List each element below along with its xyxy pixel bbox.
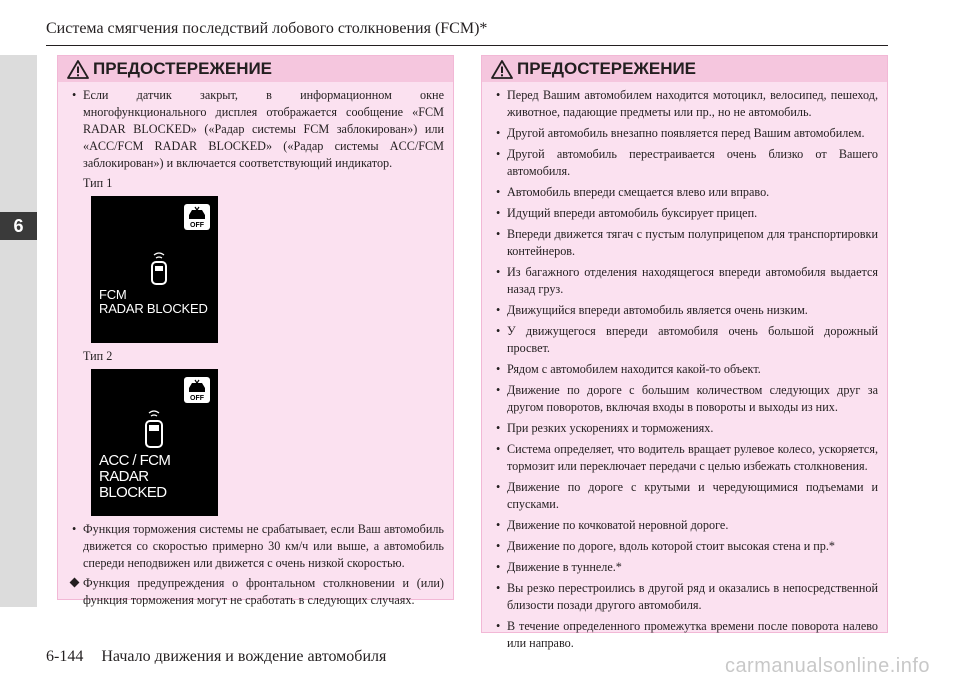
page-footer (46, 648, 386, 666)
list-item: • Из багажного отделения находящегося впереди автомобиля выдается назад груз. (496, 265, 878, 296)
type1-label: Тип 1 (83, 176, 113, 190)
item-text: У движущегося впереди автомобиля очень большой дорожный просвет. (507, 324, 878, 355)
diamond-bullet-icon (70, 578, 80, 588)
list-item: • Автомобиль впереди смещается влево или вправо. (496, 185, 770, 199)
list-item: • Движущийся впереди автомобиль является очень низким. (496, 303, 808, 317)
warning-box-left (57, 55, 454, 607)
list-item: • Функция торможения системы не срабатывает, если Ваш автомобиль движется со скоростью примерно 30 км/ч или выше, а автомобиль спереди неподвижен или движется с очень низкой скоростью. (72, 522, 444, 570)
screen-text-line1: ACC / FCM (99, 452, 171, 469)
warning-heading-right (482, 56, 887, 82)
list-item: • Впереди движется тягач с пустым полуприцепом для транспортировки контейнеров. (496, 227, 878, 258)
list-item: • Вы резко перестроились в другой ряд и оказались в непосредственной близости позади другого автомобиля. (496, 581, 878, 612)
off-label: OFF (190, 222, 204, 229)
item-text: Функция торможения системы не срабатывает, если Ваш автомобиль движется со скоростью примерно 30 км/ч или выше, а автомобиль спереди неподвижен или движется с очень низкой скоростью. (83, 522, 444, 570)
page-header-title: Система смягчения последствий лобового столкновения (FCM)* (46, 20, 488, 37)
warning-triangle-icon (67, 60, 89, 79)
chapter-number: 6 (0, 212, 37, 240)
type2-label: Тип 2 (83, 349, 113, 363)
warning-box-right (481, 55, 888, 650)
item-text: Движение по кочковатой неровной дороге. (507, 518, 729, 532)
item-text: Из багажного отделения находящегося впереди автомобиля выдается назад груз. (507, 265, 878, 296)
list-item: • Движение по кочковатой неровной дороге. (496, 518, 729, 532)
list-item: • Движение по дороге, вдоль которой стоит высокая стена и пр.* (496, 539, 836, 553)
chapter-side-tab (0, 55, 37, 607)
list-item: • Движение по дороге с крутыми и чередующимися подъемами и спусками. (496, 480, 878, 511)
car-radar-icon (146, 251, 172, 287)
list-item: • Система определяет, что водитель вращает рулевое колесо, ускоряется, тормозит или переключает передачи с целью избежать столкновения. (496, 442, 878, 473)
item-text: Движущийся впереди автомобиль является очень низким. (507, 303, 808, 317)
watermark: carmanualsonline.info (724, 655, 930, 677)
screen-text-line2: RADAR BLOCKED (99, 468, 167, 501)
item-text: Перед Вашим автомобилем находится мотоцикл, велосипед, пешеход, животное, падающие предметы или пр., но не автомобиль. (507, 88, 878, 119)
item-text: Другой автомобиль перестраивается очень близко от Вашего автомобиля. (507, 147, 878, 178)
warning-heading-text: ПРЕДОСТЕРЕЖЕНИЕ (93, 59, 273, 78)
list-item: • Движение в туннеле.* (496, 560, 622, 574)
list-item: • Перед Вашим автомобилем находится мотоцикл, велосипед, пешеход, животное, падающие предметы или пр., но не автомобиль. (496, 88, 878, 119)
car-radar-icon (141, 409, 167, 451)
display-screen-type2 (91, 369, 218, 516)
warning-heading-left (58, 56, 453, 82)
item-text: Впереди движется тягач с пустым полуприцепом для транспортировки контейнеров. (507, 227, 878, 258)
item-text: В течение определенного промежутка времени после поворота налево или направо. (507, 619, 878, 650)
warning-triangle-icon (491, 60, 513, 79)
list-item: • При резких ускорениях и торможениях. (496, 421, 714, 435)
list-item: • В течение определенного промежутка времени после поворота налево или направо. (496, 619, 878, 650)
item-text: Если датчик закрыт, в информационном окне многофункционального дисплея отображается сообщение «FCM RADAR BLOCKED» («Радар системы FCM заблокирован») или «ACC/FCM RADAR BLOCKED» («Радар системы ACC/FCM заблокирован») и включается соответствующий индикатор. (83, 88, 444, 170)
item-text: При резких ускорениях и торможениях. (507, 421, 714, 435)
screen-text-line2: RADAR BLOCKED (99, 301, 208, 316)
item-text: Вы резко перестроились в другой ряд и оказались в непосредственной близости позади другого автомобиля. (507, 581, 878, 612)
item-text: Идущий впереди автомобиль буксирует прицеп. (507, 206, 758, 220)
list-item (71, 575, 444, 609)
list-item: • Рядом с автомобилем находится какой-то объект. (496, 362, 761, 376)
list-item: • Другой автомобиль внезапно появляется перед Вашим автомобилем. (496, 126, 865, 140)
list-item: • Движение по дороге с большим количеством следующих друг за другом поворотов, включая входы в повороты и выходы из них. (496, 383, 878, 414)
list-item: • Другой автомобиль перестраивается очень близко от Вашего автомобиля. (496, 147, 878, 178)
page-number: 6-144 (46, 648, 84, 665)
fcm-off-indicator-icon (184, 377, 210, 403)
header-rule (46, 45, 888, 46)
item-text: Функция предупреждения о фронтальном столкновении и (или) функция торможения могут не сработать в следующих случаях. (83, 576, 444, 607)
list-item: • У движущегося впереди автомобиля очень большой дорожный просвет. (496, 324, 878, 355)
list-item: • Если датчик закрыт, в информационном окне многофункционального дисплея отображается сообщение «FCM RADAR BLOCKED» («Радар системы FCM заблокирован») или «ACC/FCM RADAR BLOCKED» («Радар системы ACC/FCM заблокирован») и включается соответствующий индикатор. (72, 88, 444, 170)
item-text: Движение по дороге с большим количеством следующих друг за другом поворотов, включая входы в повороты и выходы из них. (507, 383, 878, 414)
list-item: • Идущий впереди автомобиль буксирует прицеп. (496, 206, 758, 220)
item-text: Система определяет, что водитель вращает рулевое колесо, ускоряется, тормозит или переключает передачи с целью избежать столкновения. (507, 442, 878, 473)
display-screen-type1 (91, 196, 218, 343)
item-text: Движение по дороге с крутыми и чередующимися подъемами и спусками. (507, 480, 878, 511)
item-text: Рядом с автомобилем находится какой-то объект. (507, 362, 761, 376)
footer-section-title: Начало движения и вождение автомобиля (101, 648, 387, 665)
fcm-off-indicator-icon (184, 204, 210, 230)
off-label: OFF (190, 395, 204, 402)
item-text: Другой автомобиль внезапно появляется перед Вашим автомобилем. (507, 126, 865, 140)
item-text: Движение по дороге, вдоль которой стоит высокая стена и пр.* (507, 539, 836, 553)
item-text: Движение в туннеле.* (507, 560, 622, 574)
screen-text-line1: FCM (99, 287, 127, 302)
item-text: Автомобиль впереди смещается влево или вправо. (507, 185, 770, 199)
warning-heading-text: ПРЕДОСТЕРЕЖЕНИЕ (517, 59, 697, 78)
